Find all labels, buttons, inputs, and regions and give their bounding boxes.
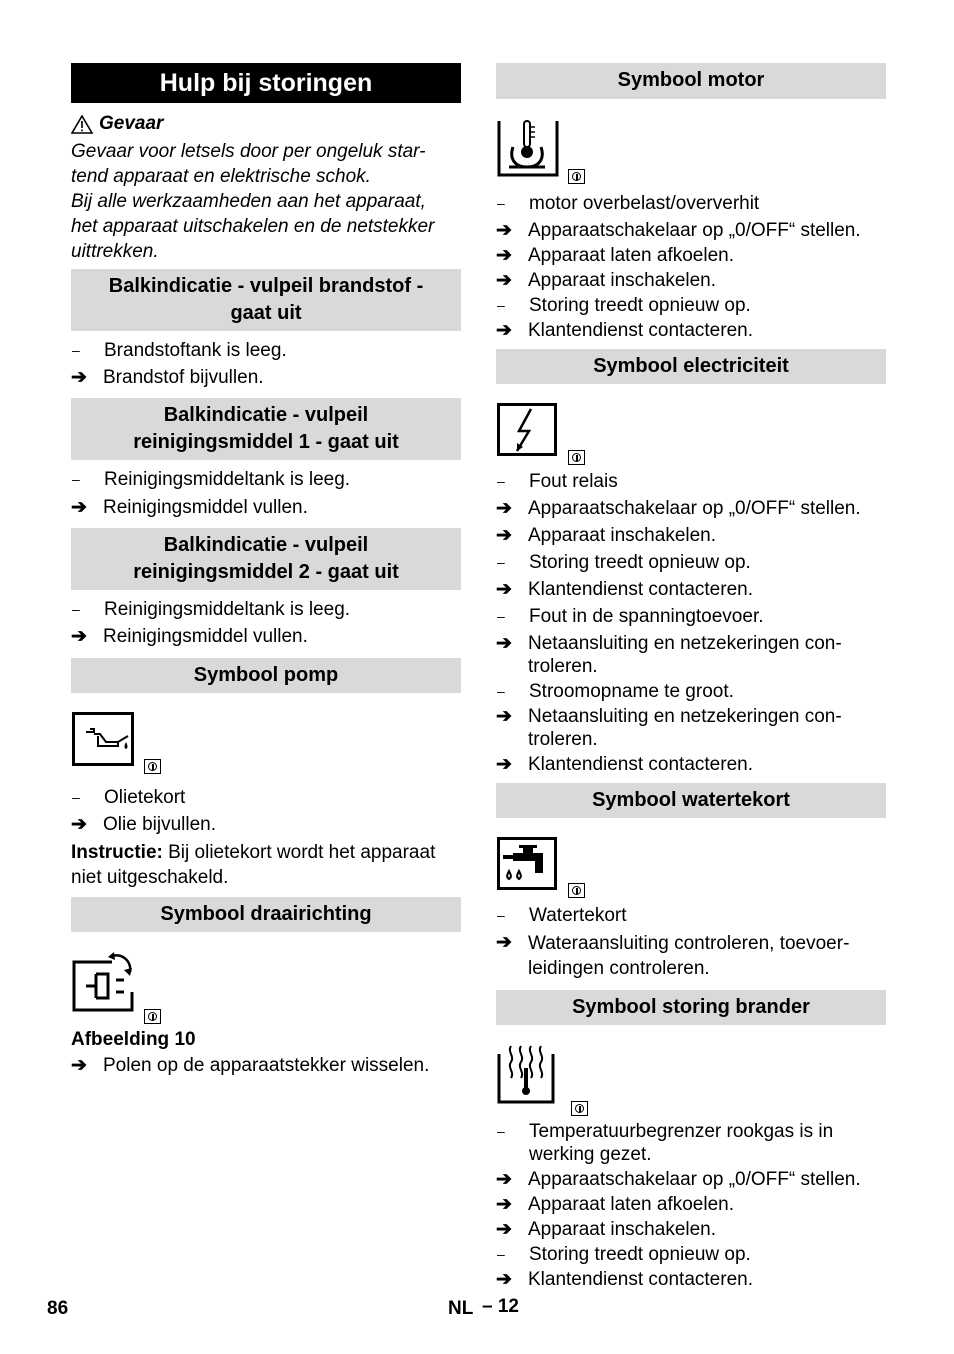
- list-item: – Reinigingsmiddeltank is leeg.: [72, 469, 351, 490]
- list-item: – Fout in de spanningtoevoer.: [497, 606, 764, 627]
- info-icon: [568, 169, 585, 184]
- burner-symbol-figure: [496, 1044, 886, 1120]
- list-item: ➔ Polen op de apparaatstekker wisselen.: [71, 1055, 430, 1076]
- figure-label: Afbeelding 10: [71, 1029, 196, 1050]
- lightning-icon: [497, 403, 559, 457]
- list-item: – motor overbelast/oververhit: [497, 193, 760, 214]
- list-item: ➔ Apparaat laten afkoelen.: [496, 245, 734, 266]
- rotation-direction-icon: [72, 952, 138, 1014]
- danger-heading: [71, 113, 461, 135]
- info-icon: [571, 1101, 588, 1116]
- burner-exhaust-icon: [497, 1044, 557, 1106]
- motor-symbol-figure: [496, 119, 886, 190]
- info-icon: [144, 1009, 161, 1024]
- list-item: ➔ Apparaatschakelaar op „0/OFF“ stellen.: [496, 498, 861, 519]
- water-tap-icon: [497, 837, 559, 891]
- section-heading-rotation: Symbool draairichting: [71, 897, 461, 932]
- list-item: – Watertekort: [497, 905, 627, 926]
- list-item: ➔ Apparaatschakelaar op „0/OFF“ stellen.: [496, 1169, 861, 1190]
- list-item: ➔ Netaansluiting en netzekeringen con- troleren.: [496, 633, 842, 677]
- rotation-symbol-figure: [71, 952, 461, 1028]
- section-heading-motor: Symbool motor: [496, 63, 886, 99]
- page-title: Hulp bij storingen: [71, 63, 461, 103]
- list-item: ➔ Klantendienst contacteren.: [496, 754, 753, 775]
- list-item: ➔ Apparaat laten afkoelen.: [496, 1194, 734, 1215]
- language-code: NL: [448, 1298, 474, 1319]
- section-heading-burner: Symbool storing brander: [496, 990, 886, 1025]
- list-item: ➔ Apparaat inschakelen.: [496, 525, 717, 546]
- list-item: – Temperatuurbegrenzer rookgas is in werking gezet.: [497, 1121, 834, 1165]
- pump-symbol-figure: [71, 712, 461, 772]
- list-item: – Stroomopname te groot.: [497, 681, 734, 702]
- list-item: ➔ Olie bijvullen.: [71, 814, 216, 835]
- danger-text: Gevaar voor letsels door per ongeluk star- tend apparaat en elektrische schok. Bij alle werkzaamheden aan het apparaat, het apparaat uitschakelen en de netstekker uittrekken.: [71, 141, 435, 262]
- list-item: ➔ Apparaat inschakelen.: [496, 270, 717, 291]
- list-item: ➔ Klantendienst contacteren.: [496, 320, 753, 341]
- section-heading-cleaner-2: Balkindicatie - vulpeil reinigingsmiddel 2 - gaat uit: [71, 528, 461, 590]
- list-item: – Storing treedt opnieuw op.: [497, 552, 751, 573]
- instruction-paragraph: Instructie: Bij olietekort wordt het apparaat niet uitgeschakeld.: [71, 842, 436, 888]
- info-icon: [568, 450, 585, 465]
- list-item: ➔ Wateraansluiting controleren, toevoer- leidingen controleren.: [496, 932, 850, 979]
- list-item: ➔ Brandstof bijvullen.: [71, 367, 264, 388]
- section-heading-pump: Symbool pomp: [71, 658, 461, 693]
- electricity-symbol-figure: [496, 403, 886, 470]
- list-item: – Brandstoftank is leeg.: [72, 340, 287, 361]
- oil-can-icon: [72, 712, 134, 766]
- list-item: ➔ Netaansluiting en netzekeringen con- troleren.: [496, 706, 842, 750]
- list-item: – Fout relais: [497, 471, 618, 492]
- motor-temperature-icon: [497, 119, 559, 177]
- list-item: – Storing treedt opnieuw op.: [497, 1244, 751, 1265]
- info-icon: [144, 759, 161, 774]
- info-icon: [568, 883, 585, 898]
- warning-triangle-icon: [71, 115, 93, 134]
- list-item: – Storing treedt opnieuw op.: [497, 295, 751, 316]
- section-heading-water: Symbool watertekort: [496, 783, 886, 818]
- sub-page-number: – 12: [482, 1296, 519, 1317]
- page-number: 86: [47, 1298, 69, 1319]
- right-column: [496, 63, 886, 1291]
- section-heading-fuel: Balkindicatie - vulpeil brandstof - gaat uit: [71, 269, 461, 331]
- list-item: ➔ Reinigingsmiddel vullen.: [71, 626, 308, 647]
- list-item: – Reinigingsmiddeltank is leeg.: [72, 599, 351, 620]
- section-heading-cleaner-1: Balkindicatie - vulpeil reinigingsmiddel 1 - gaat uit: [71, 398, 461, 460]
- list-item: – Olietekort: [72, 787, 186, 808]
- danger-label: Gevaar: [99, 113, 164, 134]
- water-symbol-figure: [496, 837, 886, 904]
- list-item: ➔ Reinigingsmiddel vullen.: [71, 497, 308, 518]
- list-item: ➔ Klantendienst contacteren.: [496, 1269, 753, 1290]
- list-item: ➔ Klantendienst contacteren.: [496, 579, 753, 600]
- left-column: [71, 63, 461, 1077]
- section-heading-electricity: Symbool electriciteit: [496, 349, 886, 384]
- list-item: ➔ Apparaatschakelaar op „0/OFF“ stellen.: [496, 220, 861, 241]
- list-item: ➔ Apparaat inschakelen.: [496, 1219, 717, 1240]
